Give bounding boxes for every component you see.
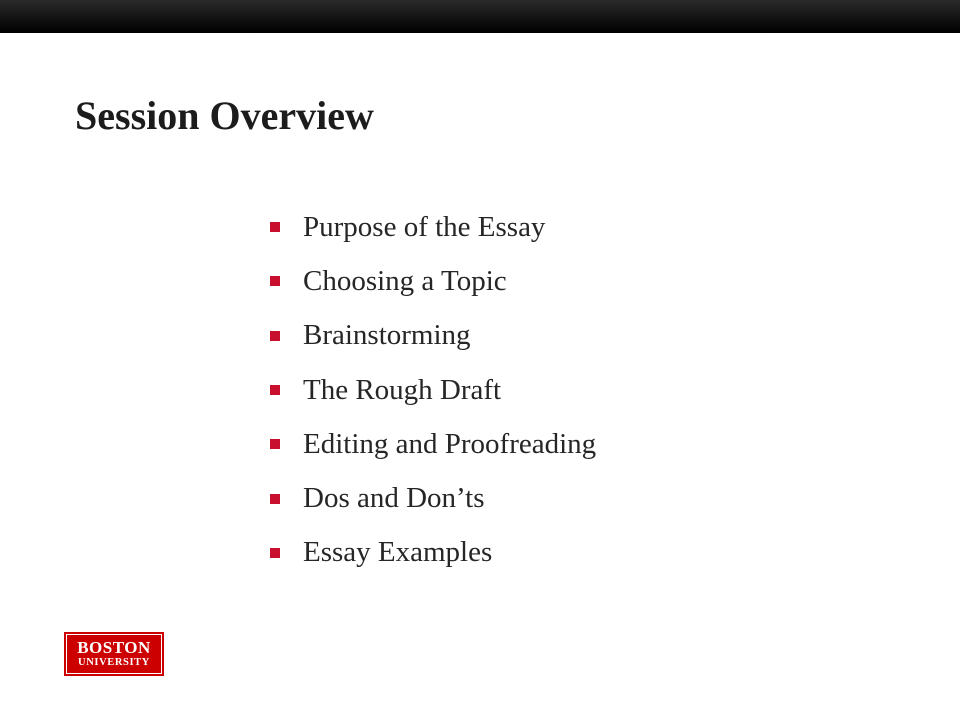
bullet-text: Dos and Don’ts bbox=[303, 482, 485, 515]
boston-university-logo bbox=[64, 632, 164, 676]
bullet-list bbox=[268, 200, 596, 580]
square-bullet-icon bbox=[270, 548, 280, 558]
square-bullet-icon bbox=[270, 439, 280, 449]
bullet-item bbox=[268, 254, 596, 308]
bullet-item bbox=[268, 200, 596, 254]
bullet-text: Editing and Proofreading bbox=[303, 427, 597, 460]
bullet-text: Choosing a Topic bbox=[303, 264, 507, 297]
bullet-text: Brainstorming bbox=[303, 319, 471, 352]
logo-frame bbox=[66, 634, 162, 674]
bullet-item bbox=[268, 471, 596, 525]
top-bar bbox=[0, 0, 960, 33]
square-bullet-icon bbox=[270, 222, 280, 232]
square-bullet-icon bbox=[270, 385, 280, 395]
logo-text-boston: BOSTON bbox=[77, 638, 151, 658]
bullet-text: Essay Examples bbox=[303, 536, 493, 569]
square-bullet-icon bbox=[270, 276, 280, 286]
slide-title: Session Overview bbox=[75, 93, 374, 138]
square-bullet-icon bbox=[270, 331, 280, 341]
bullet-item bbox=[268, 417, 596, 471]
bullet-text: Purpose of the Essay bbox=[303, 210, 546, 243]
bullet-text: The Rough Draft bbox=[303, 373, 502, 406]
logo-text-university: UNIVERSITY bbox=[78, 657, 150, 669]
bullet-item bbox=[268, 309, 596, 363]
square-bullet-icon bbox=[270, 494, 280, 504]
bullet-item bbox=[268, 526, 596, 580]
bullet-item bbox=[268, 363, 596, 417]
